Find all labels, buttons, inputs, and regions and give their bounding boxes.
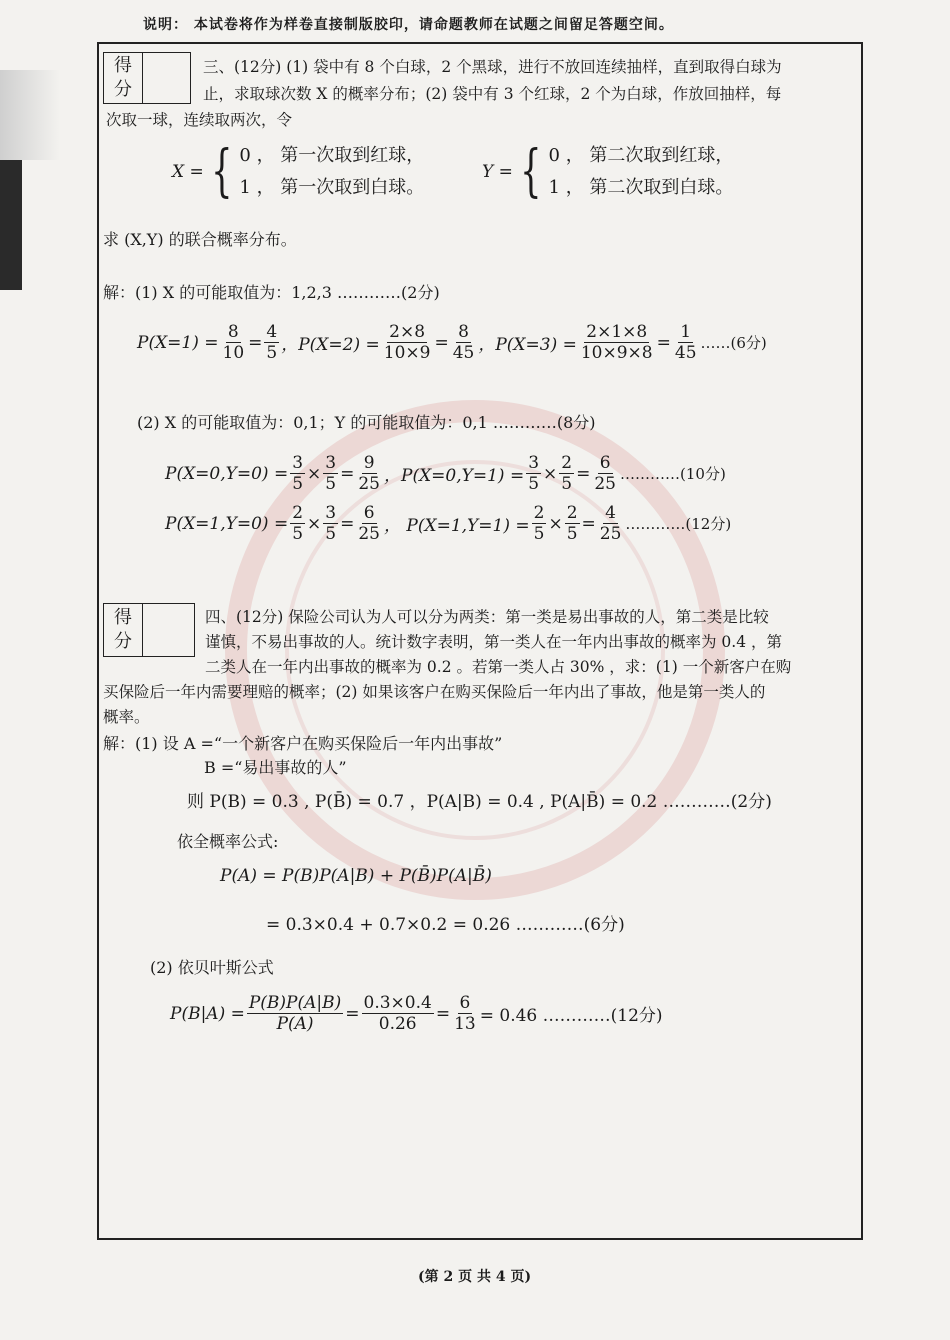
frac: $\frac{2}{5}$	[292, 503, 304, 544]
q4-bayes-eq: P(B|A) = $\frac{P(B)P(A|B)}{P(A)}$ = $\frac{0.3\times 0.4}{0.26}$ = $\frac{6}{13}$ = 0.46 …………(12分)	[170, 993, 663, 1034]
q3-sol1-head: 解：(1) X 的可能取值为：1,2,3 …………(2分)	[103, 283, 440, 302]
x-brace: {	[210, 139, 233, 204]
frac: $\frac{4}{25}$	[599, 503, 622, 544]
frac: $\frac{P(B)P(A|B)}{P(A)}$	[248, 993, 342, 1034]
q3-line2: 止，求取球次数 X 的概率分布；(2) 袋中有 3 个红球，2 个为白球，作放回抽样，每	[203, 85, 782, 103]
q4-sol-b: B =“易出事故的人”	[204, 758, 347, 777]
frac: $\frac{2}{5}$	[566, 503, 578, 544]
header-note: 说明： 本试卷将作为样卷直接制版胶印，请命题教师在试题之间留足答题空间。	[143, 17, 674, 33]
p01-score: …………(10分)	[620, 465, 726, 483]
score-label-1: 得	[114, 607, 132, 628]
y-brace: {	[520, 139, 542, 204]
p01-label: ，P(X=0,Y=1) =	[384, 466, 525, 486]
q3-joint-row2: P(X=1,Y=0) = $\frac{2}{5}$ × $\frac{3}{5}$ = $\frac{6}{25}$ ， P(X=1,Y=1) = $\frac{2}{5}$ × $\frac{2}{5}$ = $\frac{4}{25}$ …………(12分)	[165, 503, 732, 544]
p00-label: P(X=0,Y=0) =	[165, 463, 289, 484]
q4-line4: 买保险后一年内需要理赔的概率；(2) 如果该客户在购买保险后一年内出了事故，他是第一类人的	[103, 683, 766, 701]
x-case1: 1 ， 第一次取到白球。	[239, 177, 425, 198]
frac: $\frac{3}{5}$	[292, 453, 304, 494]
frac: $\frac{6}{25}$	[358, 503, 380, 544]
score-blank	[143, 53, 190, 103]
y-case1: 1 ， 第二次取到白球。	[548, 177, 734, 198]
frac: $\frac{8}{45}$	[452, 322, 475, 363]
score-label-2: 分	[114, 79, 132, 100]
score-label-1: 得	[114, 55, 132, 76]
q4-line2: 谨慎，不易出事故的人。统计数字表明，第一类人在一年内出事故的概率为 0.4 ，第	[205, 633, 783, 651]
frac: $\frac{2\times 1\times 8}{10\times 9\times 8}$	[580, 322, 653, 363]
p10-label: P(X=1,Y=0) =	[165, 513, 289, 534]
frac: $\frac{2\times 8}{10\times 9}$	[383, 322, 431, 363]
frac: $\frac{8}{10}$	[222, 322, 245, 363]
y-var: Y =	[482, 162, 513, 182]
p11-score: …………(12分)	[625, 515, 732, 533]
q3-sol2-head: (2) X 的可能取值为：0,1；Y 的可能取值为：0,1 …………(8分)	[137, 413, 596, 432]
q3-line1: 三、(12分) (1) 袋中有 8 个白球，2 个黑球，进行不放回连续抽样，直到取得白球为	[203, 58, 782, 76]
q4-total-prob: 依全概率公式:	[177, 832, 279, 851]
frac: $\frac{4}{5}$	[266, 322, 278, 363]
frac: $\frac{6}{25}$	[594, 453, 616, 494]
bayes-lhs: P(B|A) =	[170, 1003, 245, 1024]
q4-bayes: (2) 依贝叶斯公式	[150, 958, 274, 977]
p11-label: ， P(X=1,Y=1) =	[384, 516, 530, 536]
q4-tp-eq1: P(A) = P(B)P(A|B) + P(B̄)P(A|B̄)	[220, 866, 492, 886]
q4-line1: 四、(12分) 保险公司认为人可以分为两类：第一类是易出事故的人，第二类是比较	[205, 608, 769, 626]
frac: $\frac{9}{25}$	[358, 453, 380, 494]
score-blank	[143, 604, 194, 656]
frac: $\frac{3}{5}$	[325, 503, 337, 544]
scan-shadow	[0, 70, 60, 160]
x-case0: 0 ， 第一次取到红球，	[239, 145, 425, 166]
q3-p1-line: P(X=1) = $\frac{8}{10}$ = $\frac{4}{5}$ ，P(X=2) = $\frac{2\times 8}{10\times 9}$ = $\frac{8}{45}$ ，P(X=3) = $\frac{2\times 1\times 8}{10\times 9\times 8}$ = $\frac{1}{45}$ ……(6分)	[137, 322, 767, 363]
p1-a: P(X=1) =	[137, 332, 219, 353]
frac: $\frac{3}{5}$	[528, 453, 540, 494]
frac: $\frac{0.3\times 0.4}{0.26}$	[363, 993, 432, 1034]
bayes-rhs: = 0.46 …………(12分)	[479, 1006, 663, 1026]
p1-b: ，P(X=2) =	[281, 335, 380, 355]
frac: $\frac{3}{5}$	[325, 453, 337, 494]
y-definition	[482, 140, 733, 204]
page-footer: (第 2 页 共 4 页)	[418, 1269, 532, 1285]
scan-binding-mark	[0, 160, 22, 290]
q3-line3: 次取一球，连续取两次，令	[106, 111, 293, 129]
p1-c: ，P(X=3) =	[478, 335, 577, 355]
y-case0: 0 ， 第二次取到红球，	[548, 145, 734, 166]
frac: $\frac{2}{5}$	[561, 453, 573, 494]
q4-then: 则 P(B) = 0.3 , P(B̄) = 0.7 ，P(A|B) = 0.4 , P(A|B̄) = 0.2 …………(2分)	[187, 792, 772, 812]
q4-line3: 二类人在一年内出事故的概率为 0.2 。若第一类人占 30% ，求：(1) 一个新客户在购	[205, 658, 792, 676]
q4-line5: 概率。	[103, 708, 150, 726]
frac: $\frac{6}{13}$	[454, 993, 476, 1034]
q4-tp-eq2: = 0.3×0.4 + 0.7×0.2 = 0.26 …………(6分)	[266, 915, 625, 935]
q3-joint-row1: P(X=0,Y=0) = $\frac{3}{5}$ × $\frac{3}{5}$ = $\frac{9}{25}$ ，P(X=0,Y=1) = $\frac{3}{5}$ × $\frac{2}{5}$ = $\frac{6}{25}$ …………(10分)	[165, 453, 726, 494]
frac: $\frac{2}{5}$	[533, 503, 545, 544]
x-var: X =	[172, 162, 204, 182]
score-box-q3	[103, 52, 191, 104]
score-box-q4	[103, 603, 195, 657]
frac: $\frac{1}{45}$	[674, 322, 697, 363]
q3-ask: 求 (X,Y) 的联合概率分布。	[103, 230, 297, 249]
x-definition	[172, 140, 424, 204]
p1-score: ……(6分)	[700, 334, 767, 352]
score-label-2: 分	[114, 631, 132, 652]
q4-sol-a: 解：(1) 设 A =“一个新客户在购买保险后一年内出事故”	[103, 734, 503, 753]
